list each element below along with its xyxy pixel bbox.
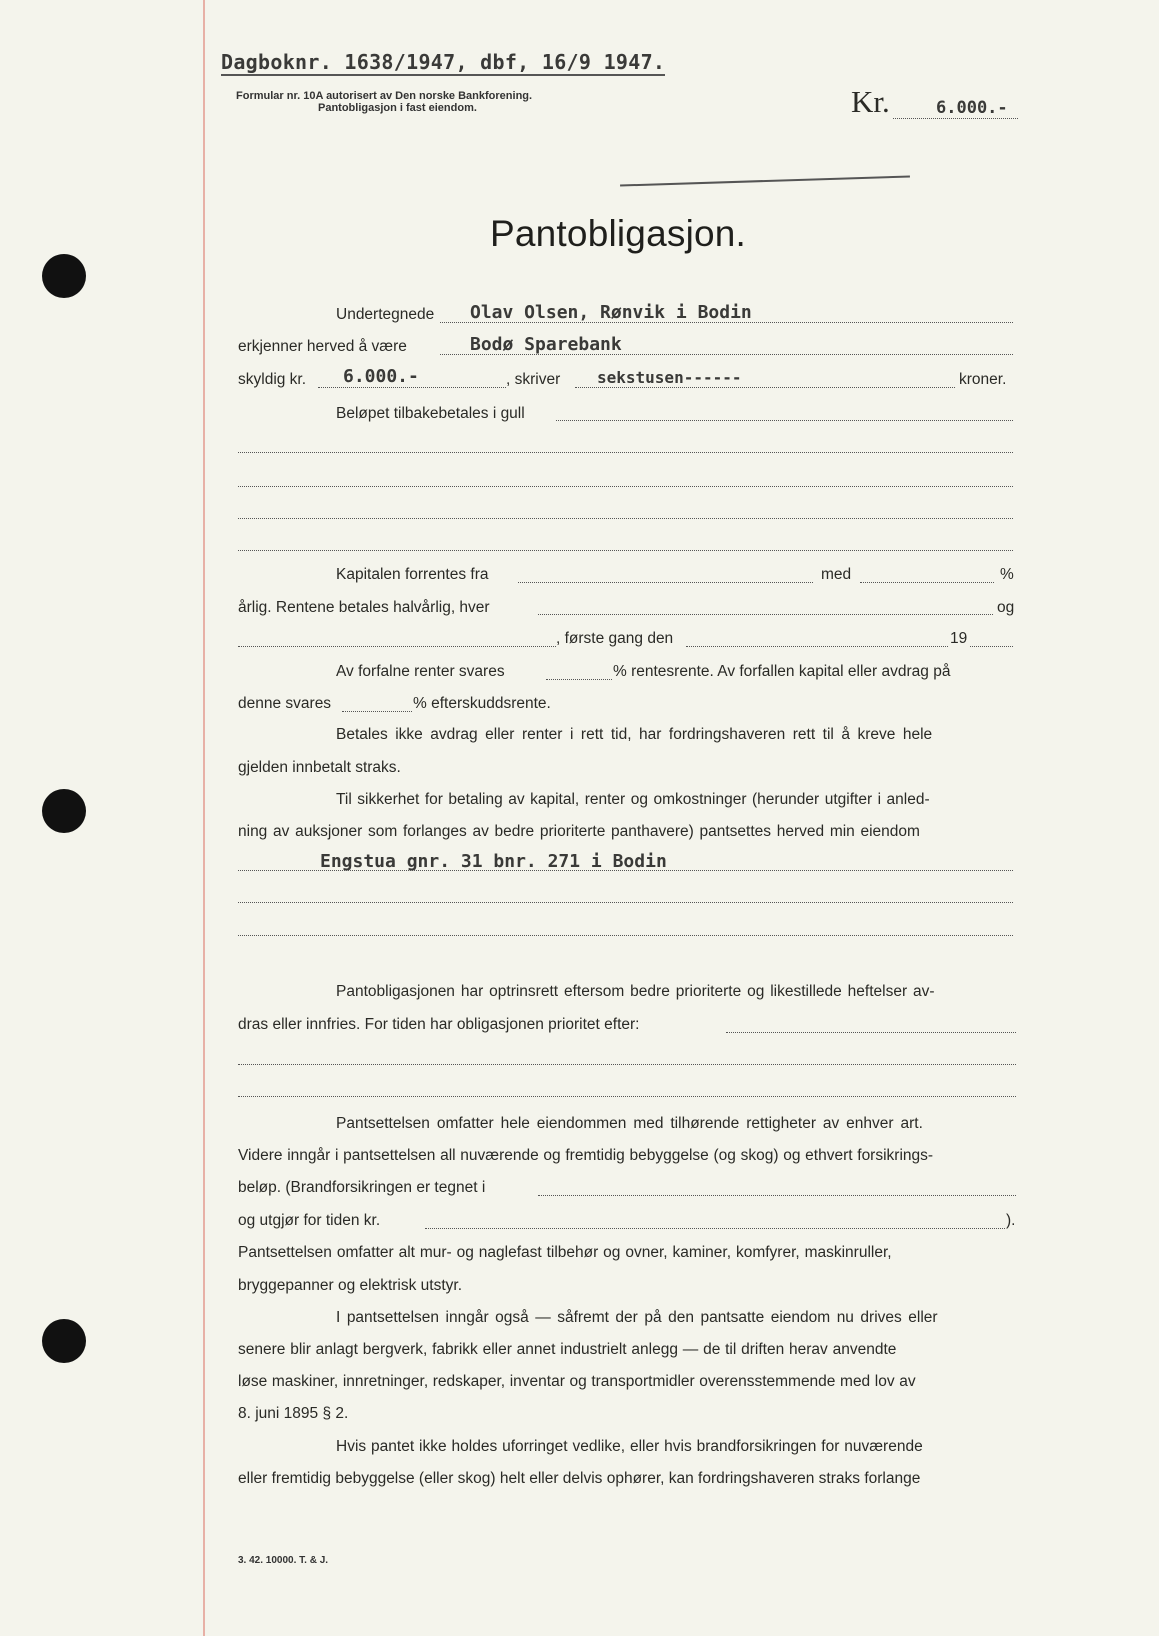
betales-line-1: Betales ikke avdrag eller renter i rett tid, har fordringshaveren rett til å kreve hele	[336, 726, 933, 743]
blank-dots	[238, 935, 1013, 936]
optrinsrett-line-1: Pantobligasjonen har optrinsrett eftersom bedre prioriterte og likestillede heftelser av-	[336, 983, 935, 1000]
med-dots	[860, 582, 994, 583]
nitten-text: 19	[950, 630, 968, 647]
optrinsrett-line-2: dras eller innfries. For tiden har obligasjonen prioritet efter:	[238, 1016, 640, 1033]
blank-dots	[238, 902, 1013, 903]
erkjenner-value: Bodø Sparebank	[470, 334, 622, 355]
dagbok-number: Dagboknr. 1638/1947, dbf, 16/9 1947.	[221, 50, 666, 74]
punch-hole	[42, 1319, 86, 1363]
omfatter-line-3: beløp. (Brandforsikringen er tegnet i	[238, 1179, 486, 1196]
sikkerhet-line-1: Til sikkerhet for betaling av kapital, renter og omkostninger (herunder utgifter i anled-	[336, 791, 930, 808]
ogsa-line-4: 8. juni 1895 § 2.	[238, 1405, 349, 1422]
mur-line-2: bryggepanner og elektrisk utstyr.	[238, 1277, 463, 1294]
undertegnede-value: Olav Olsen, Rønvik i Bodin	[470, 302, 752, 323]
blank-dots	[238, 1064, 1016, 1065]
forste-dots-b	[686, 646, 948, 647]
undertegnede-label: Undertegnede	[336, 306, 435, 323]
efterskudd-text: % efterskuddsrente.	[413, 695, 551, 712]
mur-line-1: Pantsettelsen omfatter alt mur- og naglefast tilbehør og ovner, kaminer, komfyrer, maskinruller,	[238, 1244, 892, 1261]
page-title: Pantobligasjon.	[490, 213, 747, 254]
kapitalen-med: med	[821, 566, 852, 583]
omfatter-line-4: og utgjør for tiden kr.	[238, 1212, 381, 1229]
skyldig-label: skyldig kr.	[238, 371, 307, 388]
denne-dots	[342, 711, 412, 712]
erkjenner-label: erkjenner herved å være	[238, 338, 407, 355]
punch-hole	[42, 789, 86, 833]
kapitalen-text: Kapitalen forrentes fra	[336, 566, 489, 583]
kr-amount: 6.000.-	[936, 98, 1008, 118]
eiendom-dots	[238, 870, 1013, 871]
betales-line-2: gjelden innbetalt straks.	[238, 759, 401, 776]
blank-dots	[238, 518, 1013, 519]
skriver-dots	[575, 387, 955, 388]
hvis-line-2: eller fremtidig bebyggelse (eller skog) helt eller delvis ophører, kan fordringshaveren straks forlange	[238, 1470, 921, 1487]
sikkerhet-line-2: ning av auksjoner som forlanges av bedre prioriterte panthavere) pantsettes herved min eiendom	[238, 823, 920, 840]
blank-dots	[238, 550, 1013, 551]
ogsa-line-2: senere blir anlagt bergverk, fabrikk eller annet industrielt anlegg — de til driften herav anvendte	[238, 1341, 897, 1358]
arlig-text: årlig. Rentene betales halvårlig, hver	[238, 599, 490, 616]
brandforsikring-dots	[538, 1195, 1016, 1196]
kroner-label: kroner.	[959, 371, 1007, 388]
omfatter-line-4-end: ).	[1006, 1212, 1016, 1229]
av-forfalne-text: Av forfalne renter svares	[336, 663, 505, 680]
kapitalen-dots	[518, 582, 813, 583]
skriver-value: sekstusen------	[597, 368, 742, 387]
denne-svares-text: denne svares	[238, 695, 332, 712]
utgjor-dots	[425, 1228, 1005, 1229]
kapitalen-pct: %	[1000, 566, 1014, 583]
formular-line-1: Formular nr. 10A autorisert av Den norske Bankforening.	[236, 90, 533, 102]
skriver-label: , skriver	[506, 371, 561, 388]
ogsa-line-3: løse maskiner, innretninger, redskaper, inventar og transportmidler overensstemmende med lov av	[238, 1373, 916, 1390]
belopet-dots	[556, 420, 1013, 421]
formular-line-2: Pantobligasjon i fast eiendom.	[318, 102, 477, 114]
belopet-label: Beløpet tilbakebetales i gull	[336, 405, 525, 422]
year-dots	[970, 646, 1013, 647]
margin-line	[203, 0, 205, 1636]
eiendom-value: Engstua gnr. 31 bnr. 271 i Bodin	[320, 851, 667, 872]
blank-dots	[238, 486, 1013, 487]
og-text: og	[997, 599, 1015, 616]
blank-dots	[238, 452, 1013, 453]
skyldig-value: 6.000.-	[343, 366, 419, 387]
rentesrente-text: % rentesrente. Av forfallen kapital eller avdrag på	[613, 663, 951, 680]
header-rule	[620, 175, 910, 186]
arlig-dots	[538, 614, 993, 615]
hvis-line-1: Hvis pantet ikke holdes uforringet vedlike, eller hvis brandforsikringen for nuværende	[336, 1438, 923, 1455]
forfalne-dots	[546, 679, 612, 680]
footer-print-code: 3. 42. 10000. T. & J.	[238, 1555, 329, 1566]
blank-dots	[238, 1096, 1016, 1097]
forste-gang-text: , første gang den	[556, 630, 674, 647]
omfatter-line-2: Videre inngår i pantsettelsen all nuværende og fremtidig bebyggelse (og skog) og ethvert forsikrings-	[238, 1147, 934, 1164]
forste-dots-a	[238, 646, 556, 647]
skyldig-dots	[318, 387, 506, 388]
kr-dots	[893, 118, 1018, 119]
punch-hole	[42, 254, 86, 298]
prioritet-dots	[726, 1032, 1016, 1033]
kr-label: Kr.	[851, 84, 890, 119]
ogsa-line-1: I pantsettelsen inngår også — såfremt der på den pantsatte eiendom nu drives eller	[336, 1309, 938, 1326]
omfatter-line-1: Pantsettelsen omfatter hele eiendommen med tilhørende rettigheter av enhver art.	[336, 1115, 923, 1132]
